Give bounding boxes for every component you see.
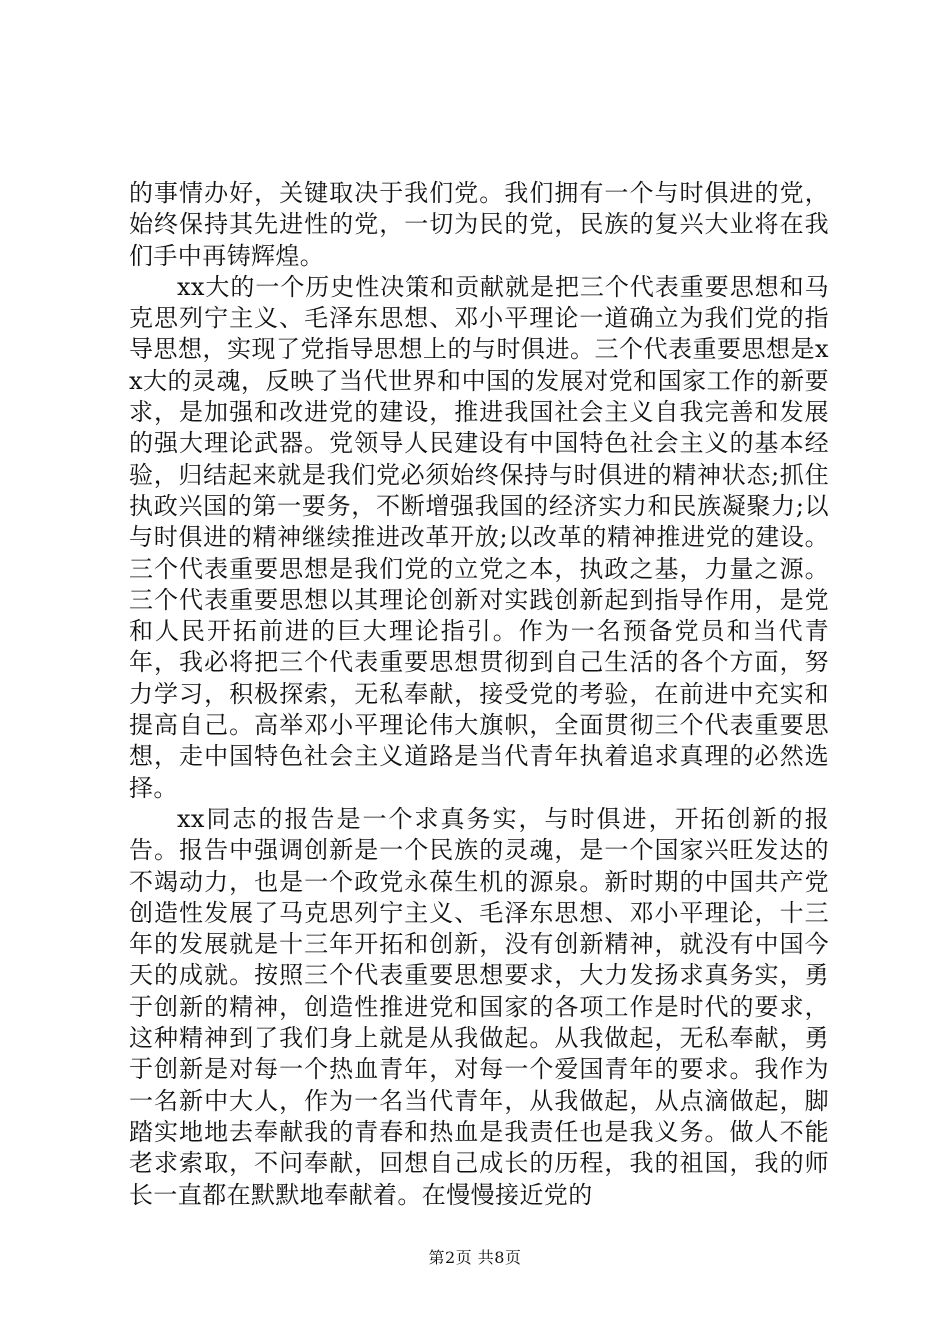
paragraph-1: 的事情办好，关键取决于我们党。我们拥有一个与时俱进的党，始终保持其先进性的党，一切为民的党，民族的复兴大业将在我们手中再铸辉煌。: [129, 179, 829, 270]
document-body: [129, 178, 829, 1211]
page-footer: 第2页 共8页: [428, 1248, 522, 1267]
paragraph-2: xx大的一个历史性决策和贡献就是把三个代表重要思想和马克思列宁主义、毛泽东思想、邓小平理论一道确立为我们党的指导思想，实现了党指导思想上的与时俱进。三个代表重要思想是xx大的灵魂，反映了当代世界和中国的发展对党和国家工作的新要求，是加强和改进党的建设，推进我国社会主义自我完善和发展的强大理论武器。党领导人民建设有中国特色社会主义的基本经验，归结起来就是我们党必须始终保持与时俱进的精神状态;抓住执政兴国的第一要务，不断增强我国的经济实力和民族凝聚力;以与时俱进的精神继续推进改革开放;以改革的精神推进党的建设。三个代表重要思想是我们党的立党之本，执政之基，力量之源。三个代表重要思想以其理论创新对实践创新起到指导作用，是党和人民开拓前进的巨大理论指引。作为一名预备党员和当代青年，我必将把三个代表重要思想贯彻到自己生活的各个方面，努力学习，积极探索，无私奉献，接受党的考验，在前进中充实和提高自己。高举邓小平理论伟大旗帜，全面贯彻三个代表重要思想，走中国特色社会主义道路是当代青年执着追求真理的必然选择。: [129, 272, 829, 802]
paragraph-3: xx同志的报告是一个求真务实，与时俱进，开拓创新的报告。报告中强调创新是一个民族的灵魂，是一个国家兴旺发达的不竭动力，也是一个政党永葆生机的源泉。新时期的中国共产党创造性发展了马克思列宁主义、毛泽东思想、邓小平理论，十三年的发展就是十三年开拓和创新，没有创新精神，就没有中国今天的成就。按照三个代表重要思想要求，大力发扬求真务实，勇于创新的精神，创造性推进党和国家的各项工作是时代的要求，这种精神到了我们身上就是从我做起。从我做起，无私奉献，勇于创新是对每一个热血青年，对每一个爱国青年的要求。我作为一名新中大人，作为一名当代青年，从我做起，从点滴做起，脚踏实地地去奉献我的青春和热血是我责任也是我义务。做人不能老求索取，不问奉献，回想自己成长的历程，我的祖国，我的师长一直都在默默地奉献着。在慢慢接近党的: [129, 804, 829, 1209]
